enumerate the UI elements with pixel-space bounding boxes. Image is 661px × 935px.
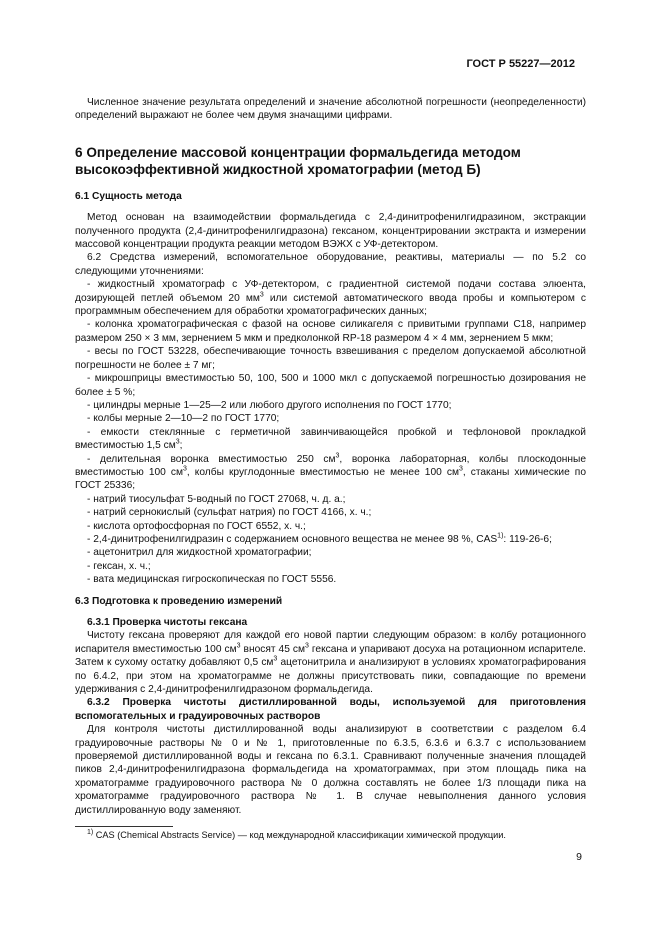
section-6-3-title: 6.3 Подготовка к проведению измерений — [75, 595, 283, 607]
list-item-flasks: - колбы мерные 2—10—2 по ГОСТ 1770; — [87, 413, 280, 425]
intro-paragraph: Численное значение результата определений и значение абсолютной погрешности (неопределенности) определений выражают не более чем двумя значащими цифрами. — [75, 97, 586, 122]
list-item-phosphoric-acid: - кислота ортофосфорная по ГОСТ 6552, х. ч.; — [87, 520, 306, 532]
section-6-title: 6 Определение массовой концентрации формальдегида методом высокоэффективной жидкостной хроматографии (метод Б) — [75, 144, 521, 177]
footnote: $^{1)}$ CAS (Chemical Abstracts Service) — код международной классификации химической продукции. — [87, 828, 506, 840]
list-item-glassware: - делительная воронка вместимостью 250 $см^3$, воронка лабораторная, колбы плоскодонные вместимостью 100 $см^3$, колбы круглодонные вместимостью не менее 100 $см^3$, стаканы химические по ГОСТ 25336; — [75, 452, 586, 492]
list-item-column: - колонка хроматографическая с фазой на основе силикагеля с привитыми группами C18, например размером 250 × 3 мм, зернением 5 мкм и предколонкой RP-18 размером 4 × 4 мм, зернением 5 мкм; — [75, 319, 586, 344]
footnote-divider — [75, 826, 173, 827]
list-item-scales: - весы по ГОСТ 53228, обеспечивающие точность взвешивания с пределом допускаемой абсолютной погрешности не более ± 7 мг; — [75, 346, 586, 371]
list-item-hexane: - гексан, х. ч.; — [87, 560, 151, 572]
section-6-3-2-title: 6.3.2 Проверка чистоты дистиллированной воды, используемой для приготовления вспомогательных и градуировочных растворов — [75, 697, 586, 722]
section-6-3-2-text: Для контроля чистоты дистиллированной воды анализируют в соответствии с разделом 6.4 градуировочные растворы № 0 и № 1, приготовленные по 6.3.5, 6.3.6 и 6.3.7 с использованием проверяемой дистиллированной воды и гексана по 6.3.1. Сравнивают полученные значения площадей пиков 2,4-динитрофенилгидразона формальдегида на хроматограммах, при этом площадь пика на хроматограмме градуировочного раствора № 0 должна составлять не более 1/3 площади пика на хроматограмме градуировочного раствора № 1. В случае невыполнения данного условия дистиллированную воду заменяют. — [75, 724, 586, 816]
section-6-1-title: 6.1 Сущность метода — [75, 190, 182, 202]
list-item-cylinders: - цилиндры мерные 1—25—2 или любого другого исполнения по ГОСТ 1770; — [87, 399, 452, 411]
list-item-sodium-sulfate: - натрий сернокислый (сульфат натрия) по ГОСТ 4166, х. ч.; — [87, 507, 372, 519]
list-item-chromatograph: - жидкостный хроматограф с УФ-детектором, с градиентной системой подачи состава элюента, дозирующей петлей объемом 20 $мм^3$ или системой автоматического ввода пробы и компьютером с программным обеспечением для обработки хроматографических данных; — [75, 279, 586, 318]
list-item-thiosulfate: - натрий тиосульфат 5-водный по ГОСТ 27068, ч. д. а.; — [87, 493, 346, 505]
list-item-vials: - емкости стеклянные с герметичной завинчивающейся пробкой и тефлоновой прокладкой вместимостью 1,5 $см^3$; — [75, 426, 586, 452]
list-item-microsyringes: - микрошприцы вместимостью 50, 100, 500 и 1000 мкл с допускаемой погрешностью дозирования не более ± 5 %; — [75, 373, 586, 398]
section-6-1-text: Метод основан на взаимодействии формальдегида с 2,4-динитрофенилгидразином, экстракции полученного продукта (2,4-динитрофенилгидразона) гексаном, концентрировании экстракта и измерении массовой концентрации продукта реакции методом ВЭЖХ с УФ-детектором. — [75, 212, 586, 251]
list-item-cotton: - вата медицинская гигроскопическая по ГОСТ 5556. — [87, 574, 337, 586]
doc-header-code: ГОСТ Р 55227—2012 — [466, 58, 575, 70]
page-number: 9 — [576, 851, 582, 863]
page-content — [75, 96, 586, 817]
section-6-3-1-title: 6.3.1 Проверка чистоты гексана — [87, 617, 248, 628]
list-item-dnph: - 2,4-динитрофенилгидразин с содержанием основного вещества не менее 98 %, CAS$^{1)}$: 119-26-6; — [87, 532, 552, 545]
list-item-acetonitrile: - ацетонитрил для жидкостной хроматографии; — [87, 547, 312, 559]
section-6-3-1-text: Чистоту гексана проверяют для каждой его новой партии следующим образом: в колбу ротационного испарителя вместимостью 100 $см^3$ вносят 45 $см^3$ гексана и упаривают досуха на ротационном испарителе. Затем к сухому остатку добавляют 0,5 $см^3$ ацетонитрила и анализируют в условиях хроматографирования по 6.4.2, при этом на хроматограмме не должны присутствовать пики, совпадающие по времени удерживания с 2,4-динитрофенилгидразоном формальдегида. — [75, 630, 587, 696]
section-6-2-text: 6.2 Средства измерений, вспомогательное оборудование, реактивы, материалы — по 5.2 со следующими уточнениями: — [75, 252, 586, 277]
